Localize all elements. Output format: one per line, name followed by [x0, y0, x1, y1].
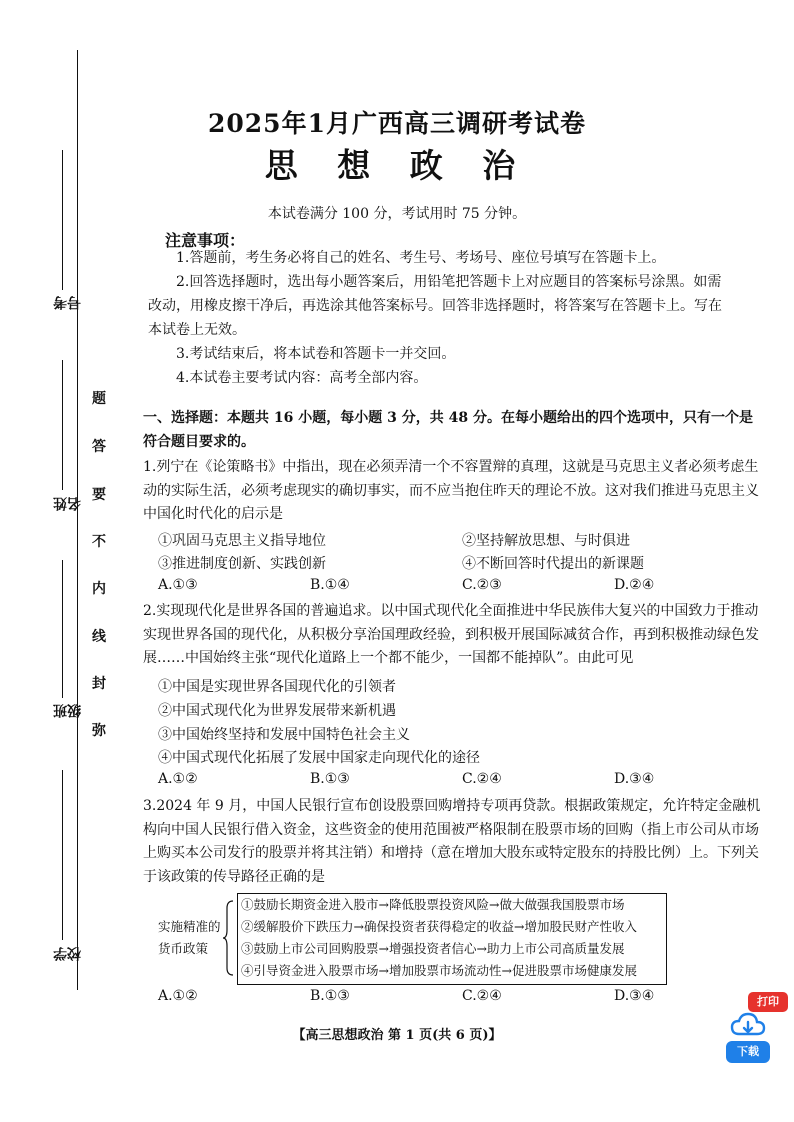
brace-icon — [222, 900, 234, 976]
flow-path: ④引导资金进入股票市场→增加股票市场流动性→促进股票市场健康发展 — [241, 963, 637, 978]
seal-char: 答 — [92, 439, 106, 455]
seal-char: 内 — [92, 581, 106, 597]
seal-char: 封 — [92, 676, 106, 692]
question-1-stem: 1.列宁在《论策略书》中指出，现在必须弄清一个不容置辩的真理，这就是马克思主义者必须考虑生动的实际生活，必须考虑现实的确切事实，而不应当抱住昨天的理论不放。这对我们推进马克思主义中国化时代化的启示是 — [143, 459, 759, 522]
q1-item: ②坚持解放思想、与时俱进 — [462, 533, 630, 549]
flow-path: ③鼓励上市公司回购股票→增强投资者信心→助力上市公司高质量发展 — [241, 941, 625, 956]
q2-option: D.③④ — [614, 771, 655, 787]
q2-option: A.①② — [158, 771, 198, 787]
q1-item: ①巩固马克思主义指导地位 — [158, 533, 326, 549]
q1-option: A.①③ — [158, 577, 198, 593]
seal-char: 不 — [92, 534, 106, 550]
exam-title: 2025年1月广西高三调研考试卷 — [208, 109, 586, 138]
q3-option: C.②④ — [462, 988, 502, 1004]
notice-item: 2.回答选择题时，选出每小题答案后，用铅笔把答题卡上对应题目的答案标号涂黑。如需改动，用橡皮擦干净后，再选涂其他答案标号。回答非选择题时，将答案写在答题卡上。写在本试卷上无效。 — [148, 274, 722, 338]
subject-title: 思 想 政 治 — [264, 146, 530, 185]
class-blank[interactable] — [62, 560, 63, 698]
notice-item: 3.考试结束后，将本试卷和答题卡一并交回。 — [176, 346, 456, 362]
notice-item: 1.答题前，考生务必将自己的姓名、考生号、考场号、座位号填写在答题卡上。 — [176, 250, 666, 266]
q2-option: C.②④ — [462, 771, 502, 787]
seal-char: 线 — [92, 629, 106, 645]
download-button[interactable]: 下载 — [726, 1041, 770, 1063]
q1-option: C.②③ — [462, 577, 502, 593]
q3-option: D.③④ — [614, 988, 655, 1004]
q1-item: ④不断回答时代提出的新课题 — [462, 556, 644, 572]
q2-item: ④中国式现代化拓展了发展中国家走向现代化的途径 — [158, 750, 480, 766]
q2-option: B.①③ — [310, 771, 350, 787]
section-heading: 一、选择题：本题共 16 小题，每小题 3 分，共 48 分。在每小题给出的四个选项中，只有一个是符合题目要求的。 — [143, 410, 753, 450]
seal-char: 题 — [92, 391, 106, 407]
q3-option: A.①② — [158, 988, 198, 1004]
name-blank[interactable] — [62, 360, 63, 490]
q3-option: B.①③ — [310, 988, 350, 1004]
seal-char: 要 — [92, 487, 106, 503]
flow-path: ②缓解股价下跌压力→确保投资者获得稳定的收益→增加股民财产性收入 — [241, 919, 637, 934]
q2-item: ③中国始终坚持和发展中国特色社会主义 — [158, 727, 410, 743]
notice-list — [148, 246, 730, 390]
binding-line — [77, 50, 78, 990]
notice-item: 4.本试卷主要考试内容：高考全部内容。 — [176, 370, 428, 386]
print-button[interactable]: 打印 — [748, 992, 788, 1012]
flow-label: 实施精准的货币政策 — [158, 919, 221, 956]
q1-item: ③推进制度创新、实践创新 — [158, 556, 326, 572]
q1-option: B.①④ — [310, 577, 350, 593]
question-3-stem: 3.2024 年 9 月，中国人民银行宣布创设股票回购增持专项再贷款。根据政策规定，允许特定金融机构向中国人民银行借入资金，这些资金的使用范围被严格限制在股票市场的回购（指上市公司从市场上购买本公司发行的股票并将其注销）和增持（意在增加大股东或特定股东的持股比例）上。下列关于该政策的传导路径正确的是 — [143, 798, 761, 885]
notice-heading: 注意事项： — [165, 231, 246, 250]
page-footer: 【高三思想政治 第 1 页(共 6 页)】 — [292, 1028, 502, 1043]
flow-diagram — [237, 893, 667, 985]
question-2-stem: 2.实现现代化是世界各国的普遍追求。以中国式现代化全面推进中华民族伟大复兴的中国致力于推动实现世界各国的现代化，从积极分享治国理政经验，到积极开展国际减贫合作，再到积极推动绿色发展……中国始终主张“现代化道路上一个都不能少，一国都不能掉队”。由此可见 — [143, 603, 759, 666]
q2-item: ②中国式现代化为世界发展带来新机遇 — [158, 703, 396, 719]
school-blank[interactable] — [62, 770, 63, 940]
seal-char: 弥 — [92, 723, 106, 739]
cloud-download-icon[interactable] — [730, 1012, 766, 1038]
q1-option: D.②④ — [614, 577, 655, 593]
q2-item: ①中国是实现世界各国现代化的引领者 — [158, 679, 396, 695]
flow-path: ①鼓励长期资金进入股市→降低股票投资风险→做大做强我国股票市场 — [241, 897, 625, 912]
exam-info: 本试卷满分 100 分，考试用时 75 分钟。 — [267, 206, 527, 222]
